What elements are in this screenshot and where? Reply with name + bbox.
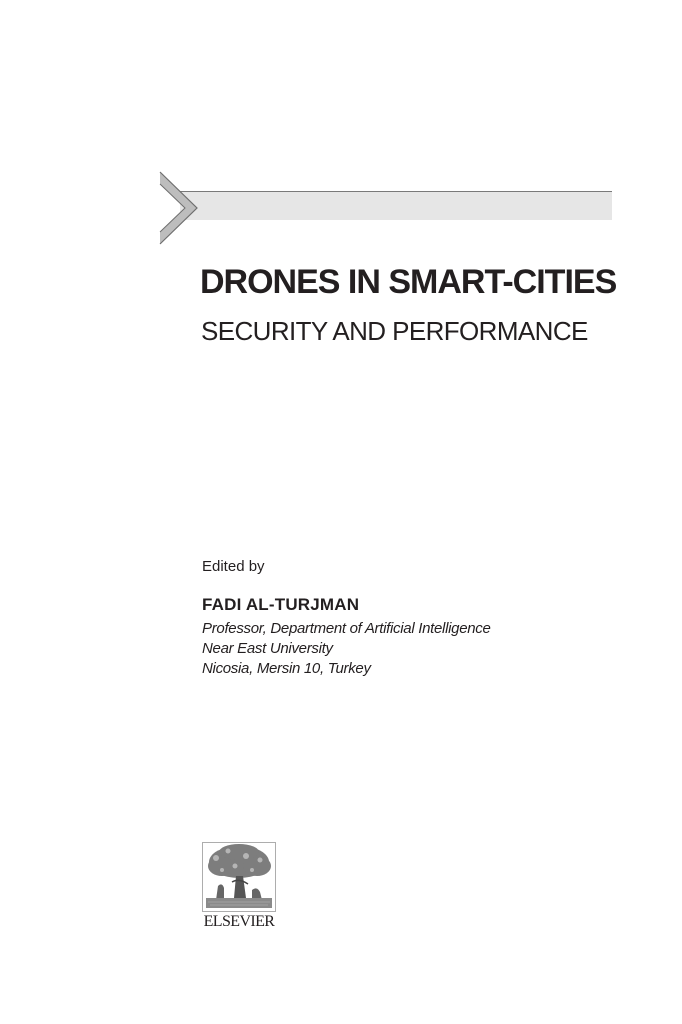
book-title: DRONES IN SMART-CITIES — [200, 263, 617, 301]
editor-name: FADI AL-TURJMAN — [202, 595, 360, 614]
elsevier-tree-logo-icon — [202, 842, 276, 912]
title-decoration — [160, 172, 612, 244]
publisher-name: ELSEVIER — [203, 913, 275, 930]
book-subtitle: SECURITY AND PERFORMANCE — [201, 316, 588, 346]
editor-affiliation-line: Nicosia, Mersin 10, Turkey — [202, 660, 371, 677]
edited-by-label: Edited by — [202, 558, 265, 575]
grey-band — [180, 192, 612, 220]
chevron-band-graphic — [160, 172, 612, 244]
editor-affiliation-line: Near East University — [202, 640, 333, 657]
editor-affiliation-line: Professor, Department of Artificial Intelligence — [202, 620, 491, 637]
publisher-logo — [196, 842, 282, 932]
chevron-shape — [160, 172, 197, 244]
